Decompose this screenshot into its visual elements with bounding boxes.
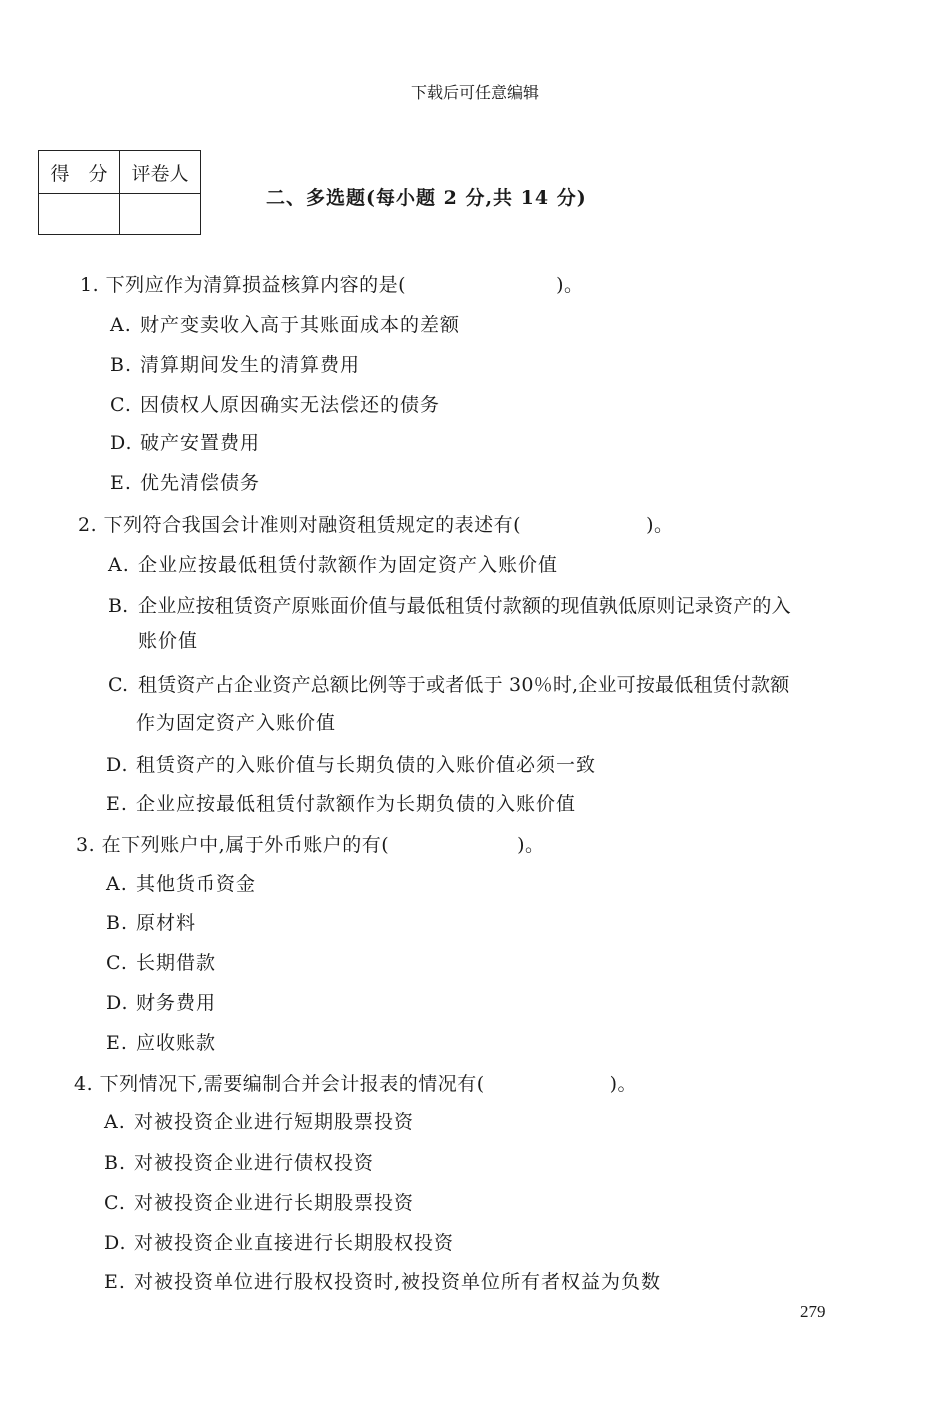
question-2-option-d[interactable]: D. 租赁资产的入账价值与长期负债的入账价值必须一致 xyxy=(106,754,597,776)
question-2-option-e[interactable]: E. 企业应按最低租赁付款额作为长期负债的入账价值 xyxy=(106,793,577,815)
question-2-option-b[interactable]: B. 企业应按租赁资产原账面价值与最低租赁付款额的现值孰低原则记录资产的入 xyxy=(108,595,791,617)
question-3-option-b[interactable]: B. 原材料 xyxy=(106,912,197,934)
question-2-option-b-continuation: 账价值 xyxy=(138,630,199,652)
question-2-stem: 2. 下列符合我国会计准则对融资租赁规定的表述有( )。 xyxy=(78,514,674,536)
question-4-stem: 4. 下列情况下,需要编制合并会计报表的情况有( )。 xyxy=(74,1073,638,1095)
question-2-option-c[interactable]: C. 租赁资产占企业资产总额比例等于或者低于 30％时,企业可按最低租赁付款额 xyxy=(108,674,790,696)
question-4-option-c[interactable]: C. 对被投资企业进行长期股票投资 xyxy=(104,1192,415,1214)
score-cell[interactable] xyxy=(39,194,120,235)
question-3-option-c[interactable]: C. 长期借款 xyxy=(106,952,217,974)
question-2-option-c-continuation: 作为固定资产入账价值 xyxy=(136,712,337,734)
question-3-option-a[interactable]: A. 其他货币资金 xyxy=(106,873,257,895)
question-4-option-e[interactable]: E. 对被投资单位进行股权投资时,被投资单位所有者权益为负数 xyxy=(104,1271,662,1293)
question-1-option-a[interactable]: A. 财产变卖收入高于其账面成本的差额 xyxy=(110,314,461,336)
question-4-option-b[interactable]: B. 对被投资企业进行债权投资 xyxy=(104,1152,375,1174)
score-table xyxy=(38,150,201,235)
question-4-option-a[interactable]: A. 对被投资企业进行短期股票投资 xyxy=(104,1111,415,1133)
grader-cell[interactable] xyxy=(120,194,201,235)
question-3-option-e[interactable]: E. 应收账款 xyxy=(106,1032,217,1054)
question-4-option-d[interactable]: D. 对被投资企业直接进行长期股权投资 xyxy=(104,1232,455,1254)
header-note: 下载后可任意编辑 xyxy=(410,83,539,102)
question-1-option-b[interactable]: B. 清算期间发生的清算费用 xyxy=(110,354,361,376)
question-1-option-c[interactable]: C. 因债权人原因确实无法偿还的债务 xyxy=(110,394,441,416)
question-1-option-d[interactable]: D. 破产安置费用 xyxy=(110,432,261,454)
question-3-option-d[interactable]: D. 财务费用 xyxy=(106,992,217,1014)
question-2-option-a[interactable]: A. 企业应按最低租赁付款额作为固定资产入账价值 xyxy=(108,554,559,576)
score-label: 得 分 xyxy=(39,151,120,194)
question-3-stem: 3. 在下列账户中,属于外币账户的有( )。 xyxy=(76,834,545,856)
section-title: 二、多选题(每小题 2 分,共 14 分) xyxy=(266,187,587,209)
grader-label: 评卷人 xyxy=(120,151,201,194)
question-1-stem: 1. 下列应作为清算损益核算内容的是( )。 xyxy=(80,274,584,296)
page-number: 279 xyxy=(800,1302,826,1321)
question-1-option-e[interactable]: E. 优先清偿债务 xyxy=(110,472,261,494)
